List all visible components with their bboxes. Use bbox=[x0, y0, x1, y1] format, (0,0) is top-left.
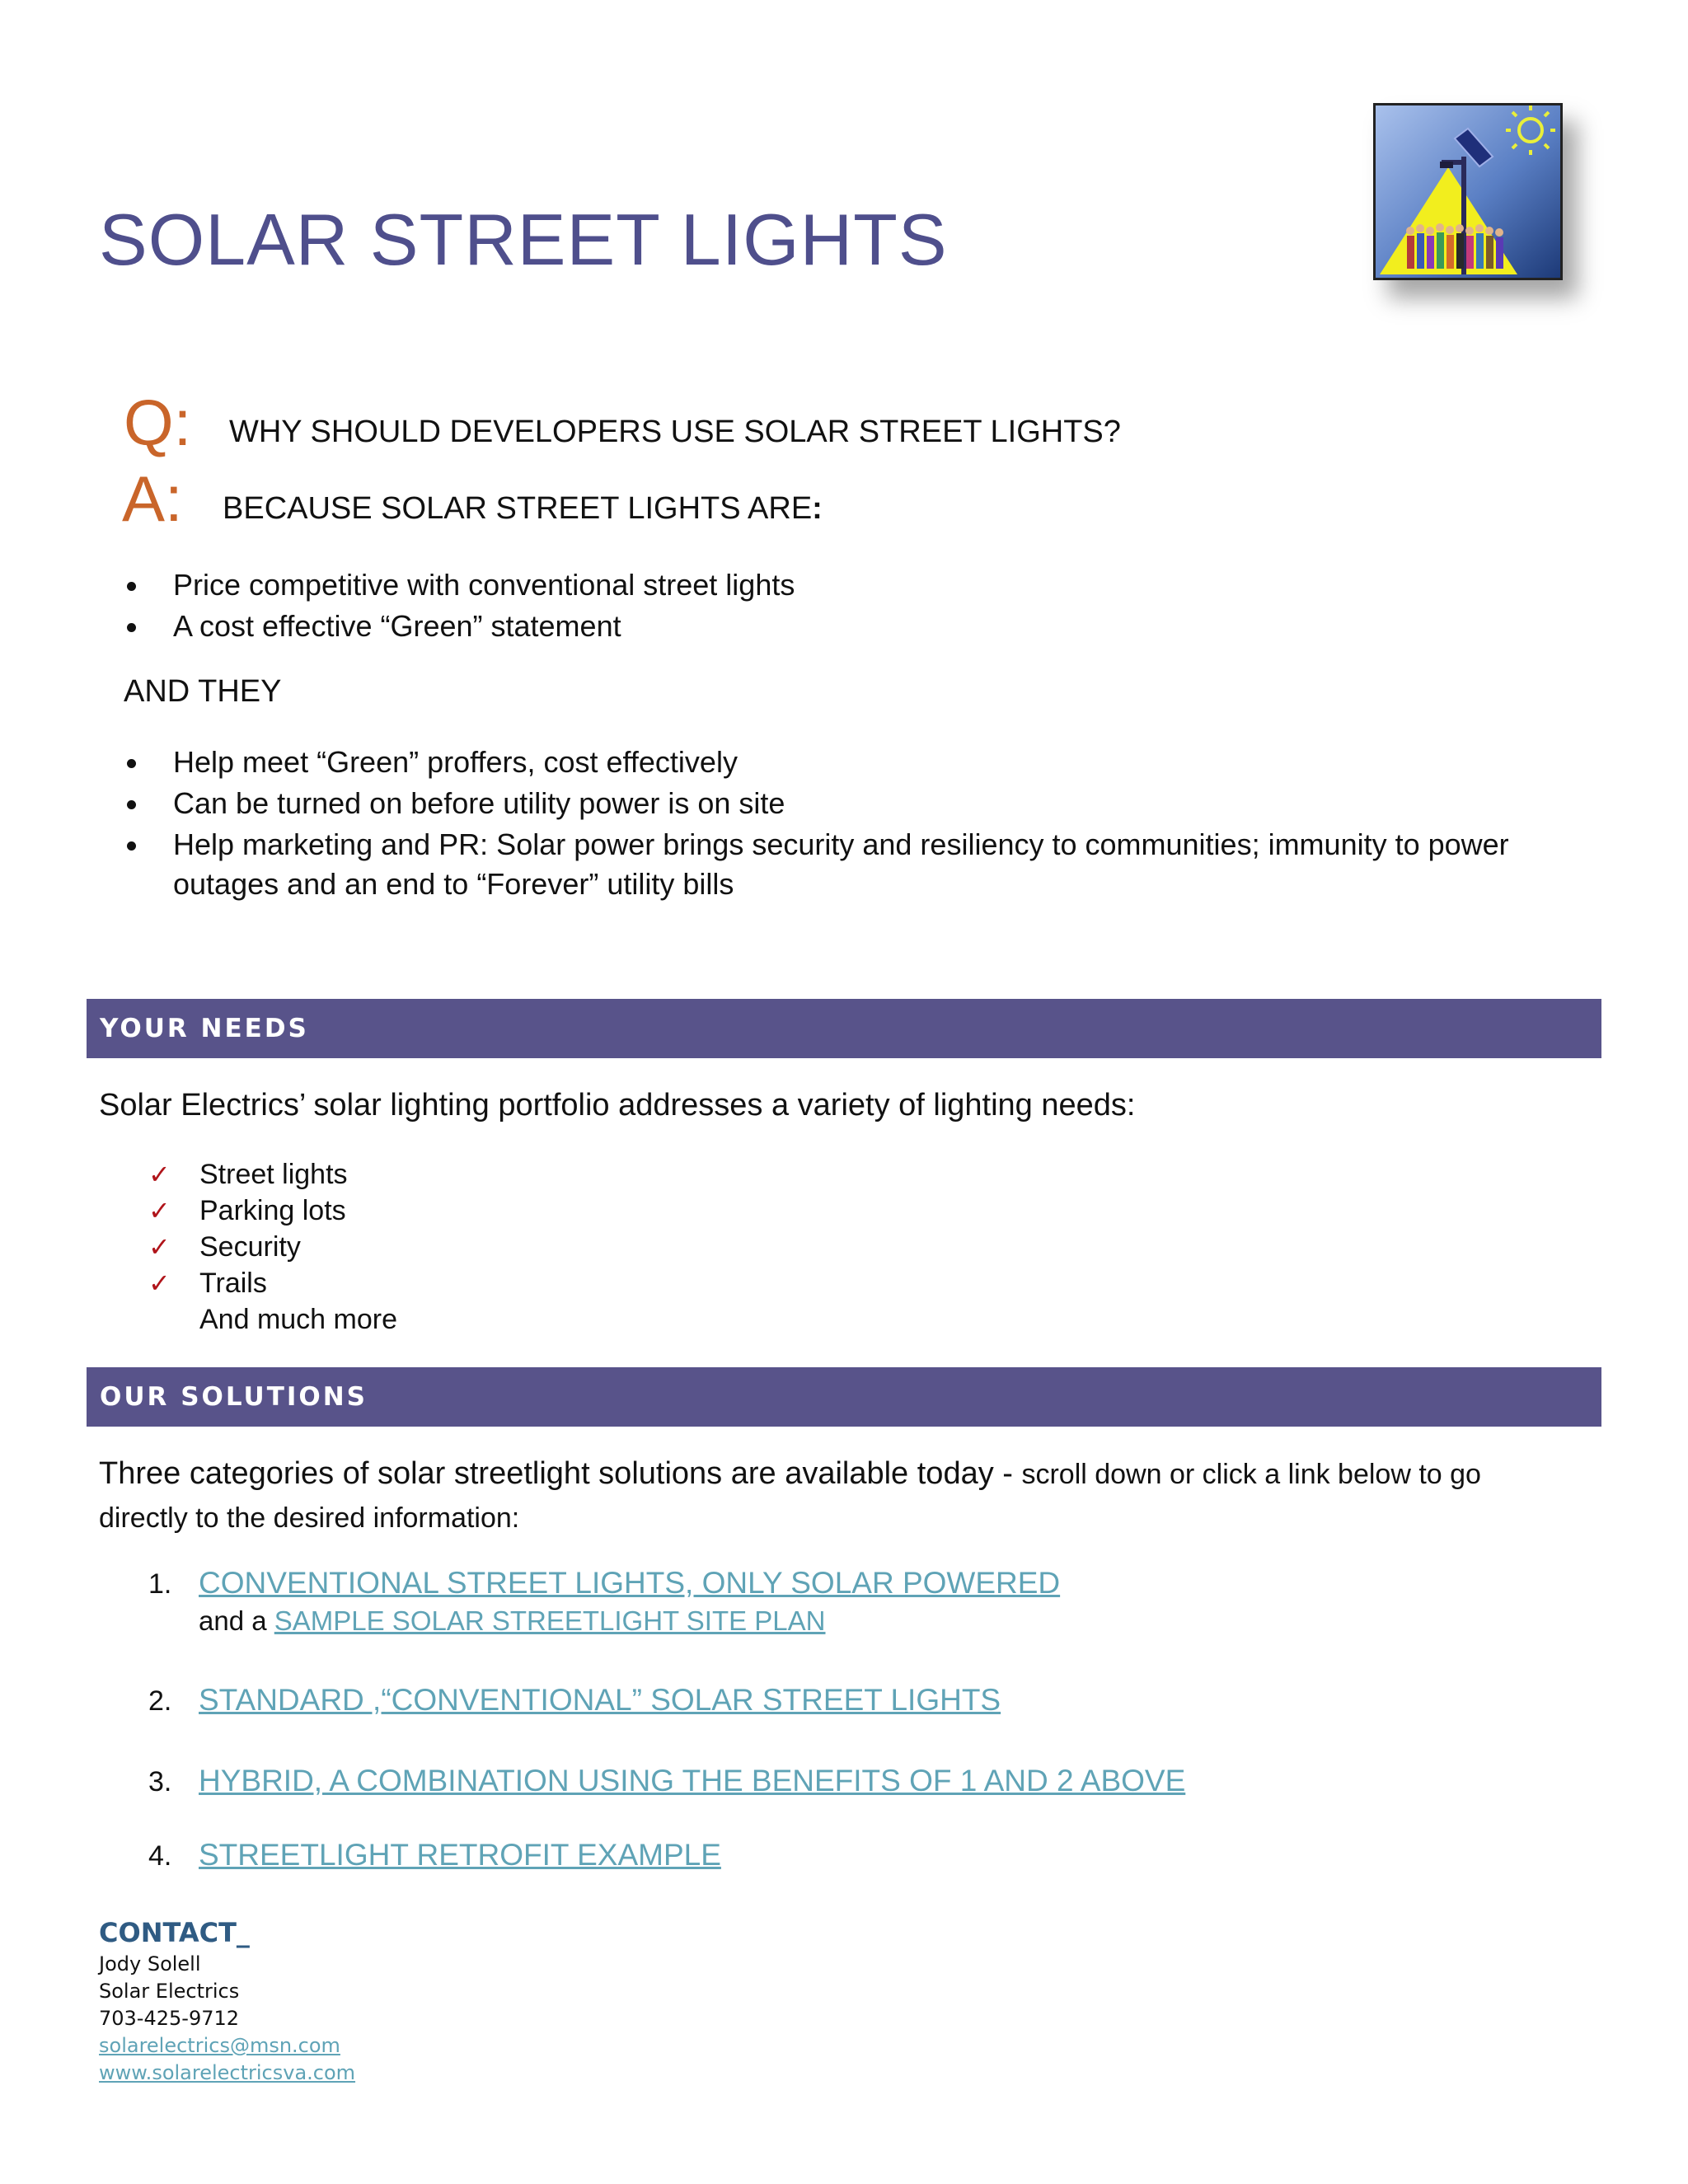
contact-heading: CONTACT_ bbox=[99, 1917, 250, 1948]
page-title: SOLAR STREET LIGHTS bbox=[99, 199, 948, 280]
contact-name: Jody Solell bbox=[99, 1952, 201, 1975]
contact-phone: 703-425-9712 bbox=[99, 2007, 240, 2030]
item-number: 1. bbox=[148, 1568, 172, 1600]
solutions-intro-small: scroll down or click a link below to go bbox=[1021, 1459, 1481, 1490]
checklist-label: Trails bbox=[199, 1268, 267, 1299]
checkmark-icon: ✓ bbox=[148, 1196, 171, 1226]
checklist-item-more bbox=[148, 1301, 397, 1338]
list-item: Can be turned on before utility power is on site bbox=[124, 783, 1509, 824]
answer-label: BECAUSE SOLAR STREET LIGHTS ARE bbox=[223, 491, 813, 526]
checklist-label: Parking lots bbox=[199, 1195, 346, 1226]
section-band-our-solutions: OUR SOLUTIONS bbox=[87, 1367, 1601, 1427]
list-item: Help marketing and PR: Solar power brings security and resiliency to communities; immunity to power bbox=[124, 824, 1509, 865]
checkmark-icon: ✓ bbox=[148, 1160, 171, 1189]
more-benefits-list bbox=[124, 742, 1509, 905]
checklist-label: Street lights bbox=[199, 1159, 348, 1190]
benefits-list bbox=[124, 565, 795, 647]
checklist-item bbox=[148, 1265, 397, 1301]
solutions-intro bbox=[99, 1452, 1599, 1540]
and-they-heading: AND THEY bbox=[124, 674, 282, 709]
contact-website-link[interactable]: www.solarelectricsva.com bbox=[99, 2061, 356, 2084]
checkmark-icon: ✓ bbox=[148, 1268, 171, 1298]
link-text[interactable]: CONVENTIONAL STREET LIGHTS, ONLY SOLAR POWERED bbox=[199, 1566, 1061, 1600]
needs-intro: Solar Electrics’ solar lighting portfolio addresses a variety of lighting needs: bbox=[99, 1088, 1136, 1122]
answer-text bbox=[223, 491, 823, 527]
item-number: 3. bbox=[148, 1766, 172, 1797]
contact-email-line bbox=[99, 2034, 340, 2057]
link-hybrid[interactable] bbox=[199, 1764, 1185, 1798]
link-text[interactable]: HYBRID, A COMBINATION USING THE BENEFITS OF 1 AND 2 ABOVE bbox=[199, 1764, 1186, 1797]
contact-company: Solar Electrics bbox=[99, 1980, 240, 2003]
solar-streetlight-logo bbox=[1373, 103, 1563, 280]
sub-prefix: and a bbox=[199, 1605, 274, 1636]
link-site-plan[interactable]: SAMPLE SOLAR STREETLIGHT SITE PLAN bbox=[274, 1605, 826, 1636]
checkmark-icon: ✓ bbox=[148, 1232, 171, 1262]
link-text[interactable]: STANDARD ,“CONVENTIONAL” SOLAR STREET LIGHTS bbox=[199, 1683, 1001, 1717]
item-number: 4. bbox=[148, 1840, 172, 1872]
link-text[interactable]: STREETLIGHT RETROFIT EXAMPLE bbox=[199, 1838, 721, 1872]
contact-website-line bbox=[99, 2061, 355, 2084]
link-retrofit-example[interactable] bbox=[199, 1838, 721, 1872]
contact-email-link[interactable]: solarelectrics@msn.com bbox=[99, 2034, 340, 2057]
continuation-text: outages and an end to “Forever” utility bills bbox=[173, 867, 734, 901]
checklist-item bbox=[148, 1193, 397, 1229]
list-item: Help meet “Green” proffers, cost effectively bbox=[124, 742, 1509, 783]
checklist-item bbox=[148, 1229, 397, 1265]
site-plan-line bbox=[199, 1605, 826, 1637]
question-text: WHY SHOULD DEVELOPERS USE SOLAR STREET LIGHTS? bbox=[229, 415, 1121, 449]
list-item-continuation bbox=[124, 864, 1509, 905]
checklist-item bbox=[148, 1156, 397, 1193]
q-letter: Q: bbox=[124, 387, 192, 459]
section-band-your-needs: YOUR NEEDS bbox=[87, 999, 1601, 1058]
link-standard-conventional[interactable] bbox=[199, 1683, 1001, 1718]
solutions-intro-line2: directly to the desired information: bbox=[99, 1502, 520, 1534]
link-conventional-street-lights[interactable] bbox=[199, 1566, 1060, 1601]
answer-colon: : bbox=[812, 491, 823, 526]
a-letter: A: bbox=[122, 462, 183, 535]
logo-graphic bbox=[1376, 105, 1560, 278]
list-item: A cost effective “Green” statement bbox=[124, 606, 795, 647]
list-item: Price competitive with conventional street lights bbox=[124, 565, 795, 606]
solutions-intro-main: Three categories of solar streetlight solutions are available today - bbox=[99, 1456, 1022, 1491]
checklist-label: Security bbox=[199, 1231, 301, 1263]
needs-checklist bbox=[148, 1156, 397, 1338]
item-number: 2. bbox=[148, 1685, 172, 1717]
checklist-label: And much more bbox=[199, 1304, 397, 1335]
